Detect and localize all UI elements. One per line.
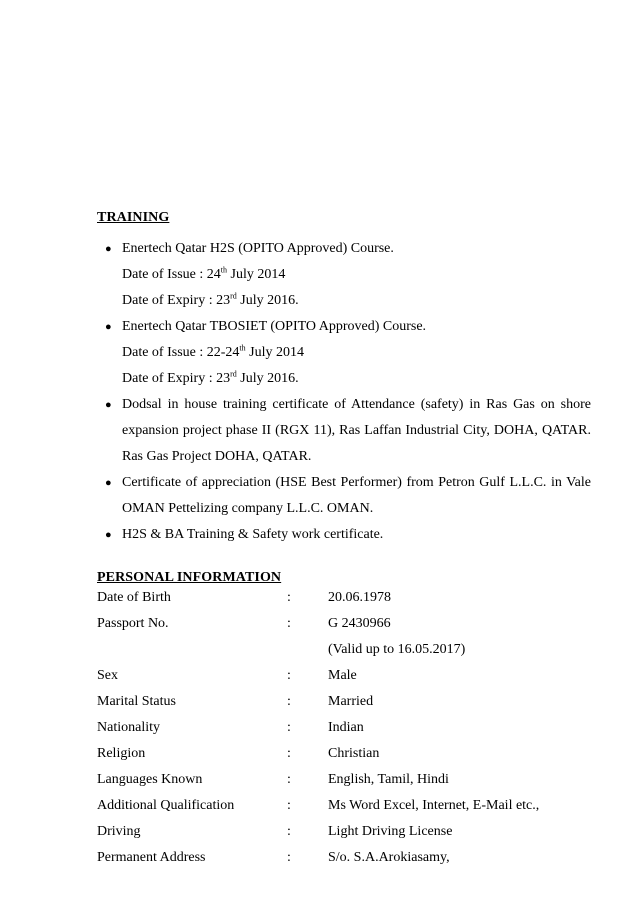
info-label: Date of Birth [97, 590, 171, 605]
info-label: Additional Qualification [97, 798, 235, 813]
info-separator: : [287, 616, 291, 631]
info-separator: : [287, 720, 291, 735]
info-label: Passport No. [97, 616, 169, 631]
bullet-icon: ● [105, 529, 112, 541]
info-separator: : [287, 590, 291, 605]
info-value: G 2430966 [328, 616, 391, 631]
info-label: Marital Status [97, 694, 176, 709]
info-row-languages [97, 767, 591, 793]
expiry-date: Date of Expiry : 23rd July 2016. [122, 291, 299, 308]
bullet-icon: ● [105, 399, 112, 411]
info-separator: : [287, 850, 291, 865]
info-value: Light Driving License [328, 824, 453, 839]
info-row-marital-status [97, 689, 591, 715]
info-row-passport [97, 611, 591, 637]
info-row-nationality [97, 715, 591, 741]
info-separator: : [287, 694, 291, 709]
expiry-date: Date of Expiry : 23rd July 2016. [122, 369, 299, 386]
info-value: Indian [328, 720, 364, 735]
info-separator: : [287, 746, 291, 761]
training-title: Enertech Qatar TBOSIET (OPITO Approved) Course. [122, 319, 427, 334]
info-label: Permanent Address [97, 850, 206, 865]
training-text: Dodsal in house training certificate of Attendance (safety) in Ras Gas on shore expansion project phase II (RGX 11), Ras Laffan Industrial City, DOHA, QATAR. Ras Gas Project DOHA, QATAR. [122, 397, 591, 464]
issue-date: Date of Issue : 24th July 2014 [122, 265, 286, 282]
bullet-icon: ● [105, 321, 112, 333]
info-separator: : [287, 772, 291, 787]
training-item [97, 392, 591, 470]
info-value: 20.06.1978 [328, 590, 391, 605]
training-list [97, 236, 591, 548]
info-value: Male [328, 668, 357, 683]
info-label: Sex [97, 668, 118, 683]
training-text: Certificate of appreciation (HSE Best Performer) from Petron Gulf L.L.C. in Vale OMAN Pettelizing company L.L.C. OMAN. [122, 475, 591, 516]
info-value: (Valid up to 16.05.2017) [328, 642, 466, 657]
training-item [97, 314, 591, 392]
info-value: English, Tamil, Hindi [328, 772, 449, 787]
info-label: Languages Known [97, 772, 203, 787]
personal-info-heading: PERSONAL INFORMATION [97, 570, 282, 585]
bullet-icon: ● [105, 243, 112, 255]
info-separator: : [287, 668, 291, 683]
training-heading: TRAINING [97, 210, 170, 225]
info-row-dob [97, 585, 591, 611]
info-row-additional-qualification [97, 793, 591, 819]
training-title: Enertech Qatar H2S (OPITO Approved) Course. [122, 241, 394, 256]
info-row-permanent-address [97, 845, 591, 871]
personal-info-table [97, 585, 591, 871]
info-value: Christian [328, 746, 380, 761]
info-label: Driving [97, 824, 141, 839]
training-item [97, 522, 591, 548]
info-separator: : [287, 798, 291, 813]
issue-date: Date of Issue : 22-24th July 2014 [122, 343, 304, 360]
info-label: Nationality [97, 720, 160, 735]
info-row-driving [97, 819, 591, 845]
bullet-icon: ● [105, 477, 112, 489]
info-value: Married [328, 694, 374, 709]
info-row-sex [97, 663, 591, 689]
training-item [97, 236, 591, 314]
info-value: Ms Word Excel, Internet, E-Mail etc., [328, 798, 540, 813]
training-item [97, 470, 591, 522]
info-value: S/o. S.A.Arokiasamy, [328, 850, 450, 865]
training-text: H2S & BA Training & Safety work certificate. [122, 527, 384, 542]
info-separator: : [287, 824, 291, 839]
info-row-passport-validity [97, 637, 591, 663]
info-row-religion [97, 741, 591, 767]
info-label: Religion [97, 746, 146, 761]
